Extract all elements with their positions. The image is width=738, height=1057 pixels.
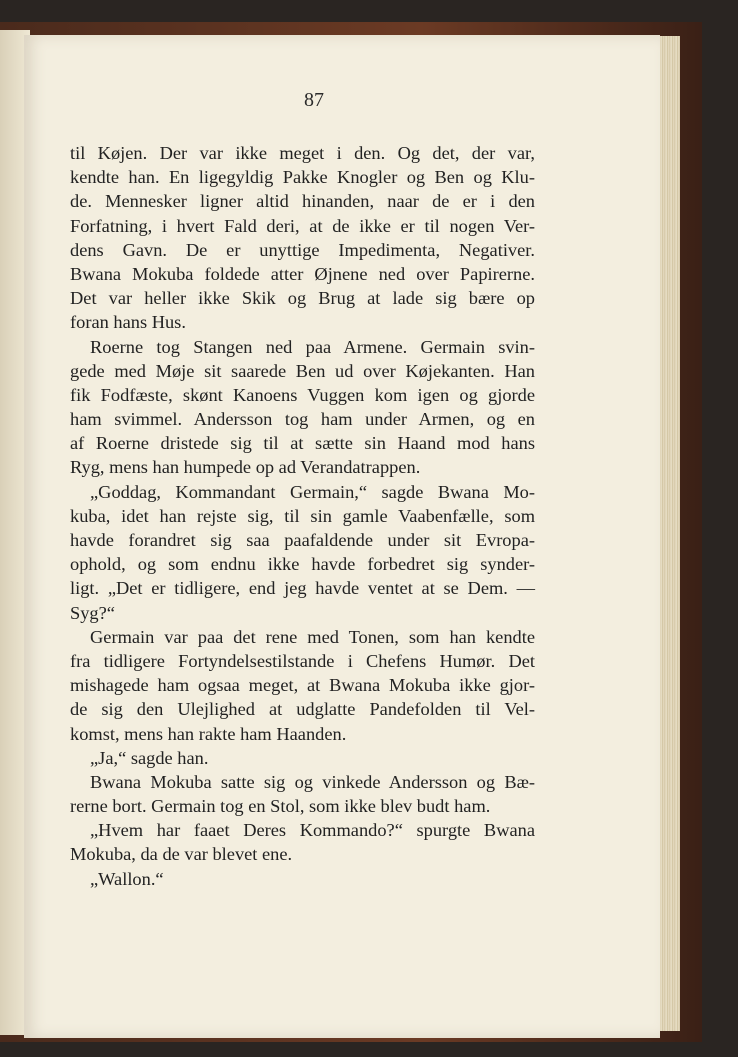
text-line: ligt. „Det er tidligere, end jeg havde ventet at se Dem. — (70, 578, 535, 599)
text-line: Germain var paa det rene med Tonen, som han kendte (90, 626, 535, 647)
text-line: „Ja,“ sagde han. (90, 747, 209, 768)
text-line: rerne bort. Germain tog en Stol, som ikke blev budt ham. (70, 796, 491, 817)
text-line: Ryg, mens han humpede op ad Verandatrappen. (70, 457, 421, 478)
text-line: Syg?“ (70, 602, 115, 623)
text-line: fik Fodfæste, skønt Kanoens Vuggen kom igen og gjorde (70, 384, 535, 405)
text-line: mishagede ham ogsaa meget, at Bwana Mokuba ikke gjor- (70, 675, 535, 696)
text-line: ophold, og som endnu ikke havde forbedret sig synder- (70, 554, 535, 575)
body-text (70, 141, 535, 891)
text-line: Forfatning, i hvert Fald deri, at de ikke er til nogen Ver- (70, 215, 535, 236)
text-line: fra tidligere Fortyndelsestilstande i Chefens Humør. Det (70, 650, 535, 671)
text-line: Bwana Mokuba satte sig og vinkede Andersson og Bæ- (90, 771, 535, 792)
text-line: Mokuba, da de var blevet ene. (70, 844, 293, 865)
text-line: „Hvem har faaet Deres Kommando?“ spurgte Bwana (90, 820, 535, 841)
text-line: Roerne tog Stangen ned paa Armene. Germain svin- (90, 336, 535, 357)
text-line: gede med Møje sit saarede Ben ud over Køjekanten. Han (70, 360, 535, 381)
book-page (24, 35, 660, 1038)
text-line: de. Mennesker ligner altid hinanden, naar de er i den (70, 191, 535, 212)
text-line: foran hans Hus. (70, 312, 186, 333)
text-line: til Køjen. Der var ikke meget i den. Og det, der var, (70, 143, 535, 163)
text-line: komst, mens han rakte ham Haanden. (70, 723, 347, 744)
text-line: ham svimmel. Andersson tog ham under Armen, og en (70, 409, 535, 430)
text-line: Det var heller ikke Skik og Brug at lade sig bære op (70, 288, 535, 309)
text-line: Bwana Mokuba foldede atter Øjnene ned over Papirerne. (70, 263, 535, 284)
page-edges (658, 36, 680, 1031)
text-line: af Roerne dristede sig til at sætte sin Haand mod hans (70, 433, 535, 454)
text-line: „Goddag, Kommandant Germain,“ sagde Bwana Mo- (90, 481, 535, 502)
text-line: „Wallon.“ (90, 868, 164, 889)
text-line: dens Gavn. De er unyttige Impedimenta, Negativer. (70, 239, 535, 260)
text-line: de sig den Ulejlighed at udglatte Pandefolden til Vel- (70, 699, 535, 720)
page-number: 87 (304, 89, 324, 111)
text-line: kendte han. En ligegyldig Pakke Knogler og Ben og Klu- (70, 167, 535, 188)
text-line: kuba, idet han rejste sig, til sin gamle Vaabenfælle, som (70, 505, 535, 526)
text-line: havde forandret sig saa paafaldende under sit Evropa- (70, 530, 535, 550)
